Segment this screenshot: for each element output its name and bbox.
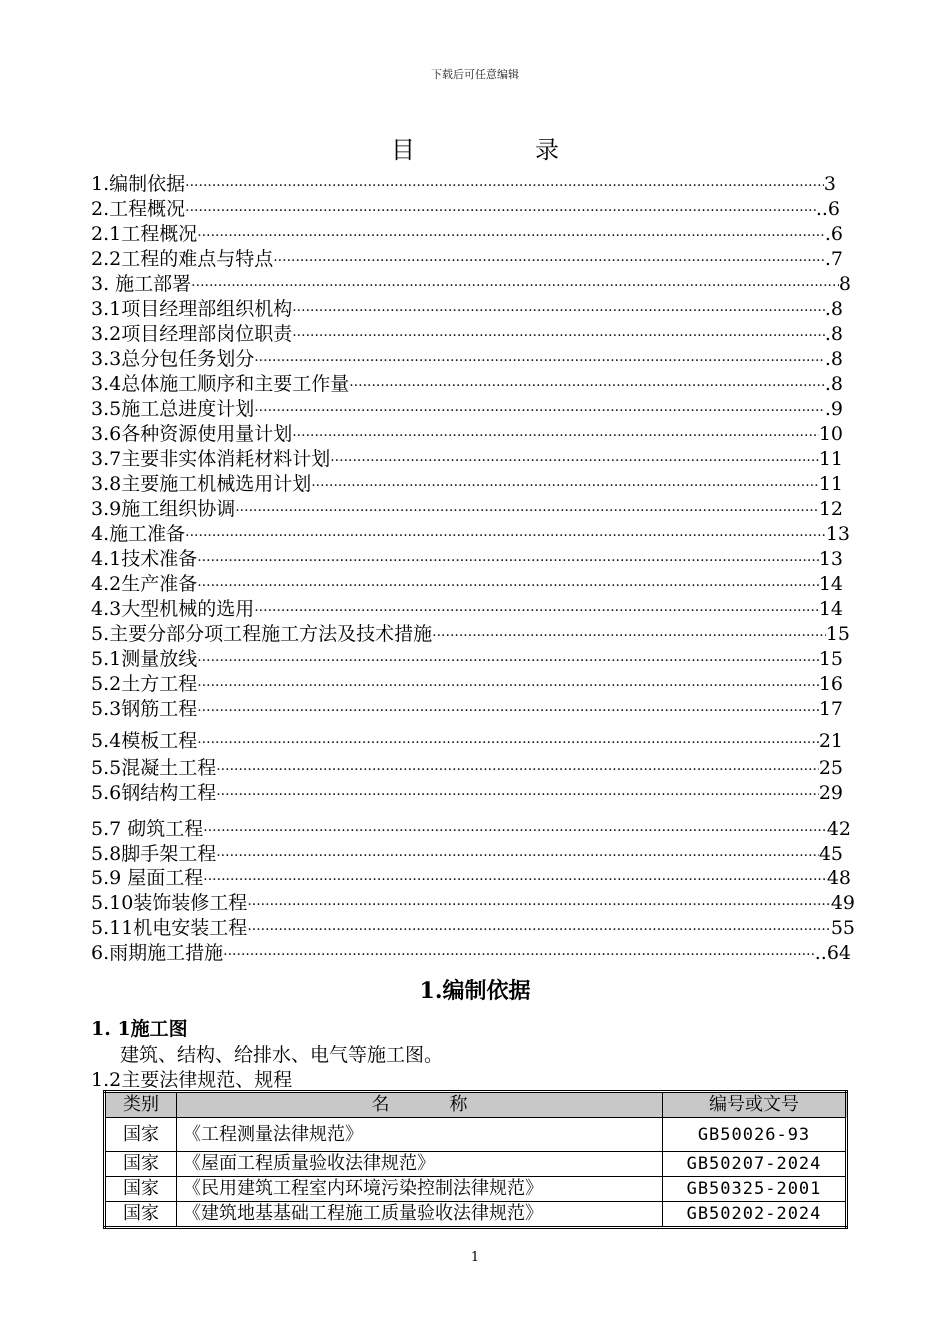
toc-dot-leader xyxy=(197,576,819,596)
row-name: 《屋面工程质量验收法律规范》 xyxy=(177,1152,663,1177)
toc-entry[interactable] xyxy=(91,817,851,841)
table-row xyxy=(105,1118,847,1152)
row-category: 国家 xyxy=(105,1202,177,1228)
toc-entry-page: .9 xyxy=(824,398,843,420)
toc-entry-page: 11 xyxy=(818,448,843,470)
toc-entry[interactable] xyxy=(91,372,843,396)
toc-entry-label: 5.3钢筋工程 xyxy=(91,698,198,720)
toc-entry-label: 1.编制依据 xyxy=(91,173,186,195)
toc-entry-label: 3.5施工总进度计划 xyxy=(91,398,255,420)
row-category: 国家 xyxy=(105,1118,177,1152)
toc-entry[interactable] xyxy=(91,447,843,471)
toc-entry-label: 5.9 屋面工程 xyxy=(91,867,204,889)
toc-dot-leader xyxy=(197,701,819,721)
toc-dot-leader xyxy=(216,760,819,780)
toc-entry-label: 3.7主要非实体消耗材料计划 xyxy=(91,448,331,470)
toc-dot-leader xyxy=(254,351,825,371)
table-row xyxy=(105,1152,847,1177)
toc-entry-page: 42 xyxy=(826,818,851,840)
toc-entry-label: 5.7 砌筑工程 xyxy=(91,818,204,840)
toc-entry-page: .8 xyxy=(824,323,843,345)
header-note: 下载后可任意编辑 xyxy=(431,68,519,81)
toc-entry-page: 15 xyxy=(818,648,843,670)
toc-entry-label: 3.8主要施工机械选用计划 xyxy=(91,473,312,495)
header-name: 名称 xyxy=(177,1092,663,1118)
toc-entry-page: .8 xyxy=(824,298,843,320)
header-code: 编号或文号 xyxy=(663,1092,847,1118)
toc-entry-page: 29 xyxy=(818,782,843,804)
toc-entry[interactable] xyxy=(91,647,843,671)
toc-dot-leader xyxy=(223,945,815,965)
toc-dot-leader xyxy=(432,626,826,646)
toc-entry-page: 45 xyxy=(818,843,843,865)
toc-dot-leader xyxy=(216,846,819,866)
toc-entry[interactable] xyxy=(91,916,855,940)
toc-entry[interactable] xyxy=(91,497,843,521)
toc-entry-label: 5.8脚手架工程 xyxy=(91,843,217,865)
toc-entry[interactable] xyxy=(91,272,851,296)
toc-entry[interactable] xyxy=(91,891,855,915)
toc-entry[interactable] xyxy=(91,622,850,646)
toc-entry-label: 3.9施工组织协调 xyxy=(91,498,236,520)
toc-dot-leader xyxy=(185,526,826,546)
row-name: 《建筑地基基础工程施工质量验收法律规范》 xyxy=(177,1202,663,1228)
page-number: 1 xyxy=(470,1250,480,1265)
toc-entry-page: .6 xyxy=(824,223,843,245)
toc-entry-page: .8 xyxy=(824,373,843,395)
toc-entry[interactable] xyxy=(91,697,843,721)
toc-entry-label: 3.3总分包任务划分 xyxy=(91,348,255,370)
toc-entry-label: 4.1技术准备 xyxy=(91,548,198,570)
toc-dot-leader xyxy=(197,733,819,753)
toc-entry-page: 3 xyxy=(823,173,836,195)
toc-dot-leader xyxy=(273,251,825,271)
toc-entry-label: 3. 施工部署 xyxy=(91,273,192,295)
toc-entry-label: 5.1测量放线 xyxy=(91,648,198,670)
toc-entry-page: 17 xyxy=(818,698,843,720)
toc-dot-leader xyxy=(203,870,827,890)
subsection-title-drawings: 1. 1施工图 xyxy=(91,1018,188,1040)
toc-entry-label: 3.6各种资源使用量计划 xyxy=(91,423,293,445)
toc-dot-leader xyxy=(247,920,831,940)
toc-dot-leader xyxy=(203,821,827,841)
toc-entry-label: 3.4总体施工顺序和主要工作量 xyxy=(91,373,350,395)
toc-dot-leader xyxy=(247,895,831,915)
toc-dot-leader xyxy=(197,226,825,246)
toc-dot-leader xyxy=(197,651,819,671)
toc-entry[interactable] xyxy=(91,781,843,805)
toc-dot-leader xyxy=(185,201,816,221)
subsection-title-regulations: 1.2主要法律规范、规程 xyxy=(91,1069,293,1091)
toc-entry-page: 8 xyxy=(838,273,851,295)
toc-entry[interactable] xyxy=(91,197,840,221)
table-row xyxy=(105,1202,847,1228)
toc-entry-page: 55 xyxy=(830,917,855,939)
toc-entry[interactable] xyxy=(91,866,851,890)
toc-entry[interactable] xyxy=(91,522,850,546)
toc-dot-leader xyxy=(185,176,824,196)
toc-entry-page: 14 xyxy=(818,598,843,620)
table-row xyxy=(105,1177,847,1202)
toc-entry-label: 2.2工程的难点与特点 xyxy=(91,248,274,270)
toc-entry[interactable] xyxy=(91,347,843,371)
toc-entry-label: 4.3大型机械的选用 xyxy=(91,598,255,620)
toc-dot-leader xyxy=(191,276,839,296)
toc-entry-label: 6.雨期施工措施 xyxy=(91,942,224,964)
toc-entry-page: 14 xyxy=(818,573,843,595)
toc-entry-page: .7 xyxy=(824,248,843,270)
regulations-table xyxy=(103,1090,848,1229)
toc-entry[interactable] xyxy=(91,472,843,496)
toc-entry[interactable] xyxy=(91,729,843,753)
toc-entry-label: 4.2生产准备 xyxy=(91,573,198,595)
toc-entry-page: 48 xyxy=(826,867,851,889)
toc-dot-leader xyxy=(292,301,825,321)
toc-entry-label: 5.5混凝土工程 xyxy=(91,757,217,779)
toc-entry-label: 5.6钢结构工程 xyxy=(91,782,217,804)
toc-entry-label: 2.工程概况 xyxy=(91,198,186,220)
toc-entry-page: 13 xyxy=(818,548,843,570)
toc-entry[interactable] xyxy=(91,572,843,596)
toc-dot-leader xyxy=(292,326,825,346)
row-code: GB50202-2024 xyxy=(663,1202,847,1228)
toc-dot-leader xyxy=(311,476,819,496)
toc-dot-leader xyxy=(197,551,819,571)
toc-entry-label: 5.2土方工程 xyxy=(91,673,198,695)
row-code: GB50026-93 xyxy=(663,1118,847,1152)
toc-entry-page: 25 xyxy=(818,757,843,779)
toc-entry-label: 4.施工准备 xyxy=(91,523,186,545)
toc-title: 目录 xyxy=(391,136,679,164)
toc-entry-page: 10 xyxy=(818,423,843,445)
header-category: 类别 xyxy=(105,1092,177,1118)
toc-entry-page: 13 xyxy=(825,523,850,545)
section-title: 1.编制依据 xyxy=(419,978,531,1004)
subsection-text-drawings: 建筑、结构、给排水、电气等施工图。 xyxy=(120,1044,444,1066)
toc-dot-leader xyxy=(235,501,819,521)
toc-dot-leader xyxy=(254,601,819,621)
toc-entry-page: 15 xyxy=(825,623,850,645)
toc-entry-label: 5.11机电安装工程 xyxy=(91,917,248,939)
row-category: 国家 xyxy=(105,1152,177,1177)
toc-entry-page: ..64 xyxy=(814,942,851,964)
toc-entry-label: 5.4模板工程 xyxy=(91,730,198,752)
toc-entry-label: 5.10装饰装修工程 xyxy=(91,892,248,914)
toc-entry[interactable] xyxy=(91,397,843,421)
toc-entry-page: 11 xyxy=(818,473,843,495)
table-header-row xyxy=(105,1092,847,1118)
toc-dot-leader xyxy=(292,426,819,446)
row-name: 《民用建筑工程室内环境污染控制法律规范》 xyxy=(177,1177,663,1202)
toc-entry[interactable] xyxy=(91,842,843,866)
toc-dot-leader xyxy=(216,785,819,805)
toc-entry-page: 16 xyxy=(818,673,843,695)
toc-dot-leader xyxy=(197,676,819,696)
toc-entry-label: 2.1工程概况 xyxy=(91,223,198,245)
toc-entry-page: .8 xyxy=(824,348,843,370)
toc-entry[interactable] xyxy=(91,422,843,446)
toc-entry-label: 3.2项目经理部岗位职责 xyxy=(91,323,293,345)
toc-entry[interactable] xyxy=(91,297,843,321)
toc-entry-label: 5.主要分部分项工程施工方法及技术措施 xyxy=(91,623,433,645)
toc-entry-page: ..6 xyxy=(815,198,840,220)
toc-entry[interactable] xyxy=(91,941,851,965)
toc-entry[interactable] xyxy=(91,597,843,621)
toc-dot-leader xyxy=(254,401,825,421)
toc-entry[interactable] xyxy=(91,547,843,571)
toc-entry[interactable] xyxy=(91,322,843,346)
toc-entry-page: 12 xyxy=(818,498,843,520)
row-category: 国家 xyxy=(105,1177,177,1202)
toc-dot-leader xyxy=(330,451,819,471)
row-name: 《工程测量法律规范》 xyxy=(177,1118,663,1152)
toc-dot-leader xyxy=(349,376,825,396)
toc-entry[interactable] xyxy=(91,672,843,696)
toc-entry[interactable] xyxy=(91,172,836,196)
toc-entry-label: 3.1项目经理部组织机构 xyxy=(91,298,293,320)
toc-entry[interactable] xyxy=(91,756,843,780)
toc-entry-page: 49 xyxy=(830,892,855,914)
toc-entry[interactable] xyxy=(91,222,843,246)
row-code: GB50325-2001 xyxy=(663,1177,847,1202)
toc-entry[interactable] xyxy=(91,247,843,271)
row-code: GB50207-2024 xyxy=(663,1152,847,1177)
toc-entry-page: 21 xyxy=(818,730,843,752)
